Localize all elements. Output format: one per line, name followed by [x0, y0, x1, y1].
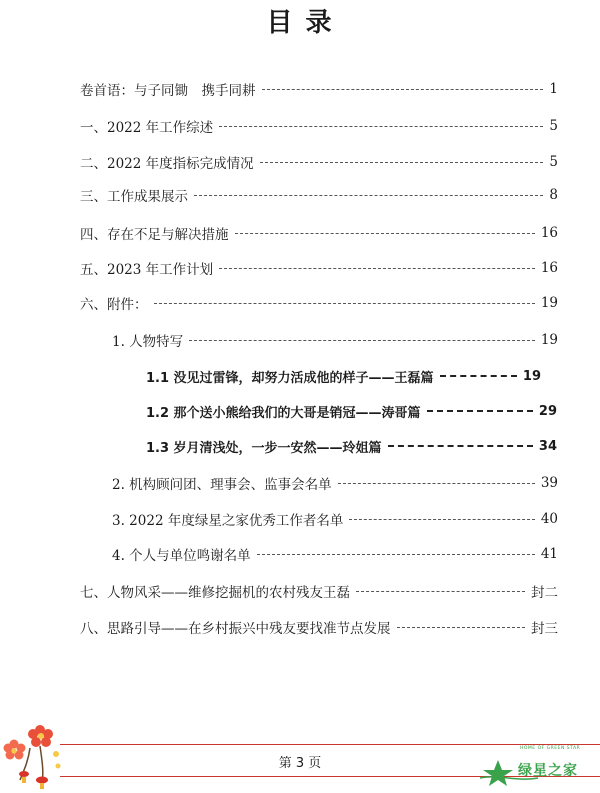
- toc-entry-label: 3. 2022 年度绿星之家优秀工作者名单: [112, 513, 344, 529]
- toc-entry-page: 8: [549, 187, 558, 203]
- logo-name: 绿星之家: [518, 763, 578, 779]
- toc-entry-label: 1.2 那个送小熊给我们的大哥是销冠——涛哥篇: [146, 405, 421, 421]
- toc-entry-page: 34: [538, 438, 557, 454]
- toc-entry-label: 1. 人物特写: [112, 334, 184, 350]
- page-number: 第 3 页: [278, 756, 322, 771]
- flower-decoration-icon: [0, 722, 70, 793]
- toc-entry-label: 1.3 岁月清浅处，一步一安然——玲姐篇: [146, 440, 382, 456]
- toc-entry-page: 19: [540, 332, 558, 348]
- toc-entry-3[interactable]: [80, 185, 558, 205]
- toc-entry-page: 封二: [531, 585, 558, 601]
- toc-entry-label: 一、2022 年工作综述: [80, 120, 214, 136]
- toc-entry-6-1-2[interactable]: [146, 401, 557, 421]
- toc-entry-6-1[interactable]: [112, 330, 558, 350]
- toc-entry-2[interactable]: [80, 152, 558, 172]
- toc-leader: [219, 268, 535, 269]
- toc-leader: [427, 410, 533, 412]
- toc-entry-label: 二、2022 年度指标完成情况: [80, 156, 254, 172]
- toc-leader: [189, 340, 535, 341]
- toc-entry-label: 1.1 没见过雷锋，却努力活成他的样子——王磊篇: [146, 370, 434, 386]
- toc-leader: [338, 483, 535, 484]
- toc-entry-6-2[interactable]: [112, 473, 558, 493]
- toc-entry-label: 三、工作成果展示: [80, 189, 188, 205]
- toc-entry-6-4[interactable]: [112, 544, 558, 564]
- toc-entry-page: 5: [549, 154, 558, 170]
- toc-leader: [349, 519, 534, 520]
- toc-leader: [262, 89, 544, 90]
- toc-entry-8[interactable]: [80, 617, 558, 637]
- toc-leader: [440, 375, 517, 377]
- toc-leader: [257, 554, 535, 555]
- toc-entry-4[interactable]: [80, 223, 558, 243]
- toc-entry-label: 2. 机构顾问团、理事会、监事会名单: [112, 477, 332, 493]
- toc-entry-label: 四、存在不足与解决措施: [80, 227, 229, 243]
- toc-entry-label: 八、思路引导——在乡村振兴中残友要找准节点发展: [80, 621, 391, 637]
- toc-entry-7[interactable]: [80, 581, 558, 601]
- toc-entry-page: 1: [549, 81, 558, 97]
- toc-entry-page: 16: [540, 225, 558, 241]
- toc-entry-page: 5: [549, 118, 558, 134]
- toc-leader: [388, 445, 533, 447]
- toc-leader: [397, 627, 526, 628]
- toc-leader: [260, 162, 544, 163]
- toc-entry-page: 41: [540, 546, 558, 562]
- toc-entry-label: 卷首语：与子同锄 携手同耕: [80, 83, 256, 99]
- toc-entry-5[interactable]: [80, 258, 558, 278]
- toc-leader: [194, 195, 543, 196]
- toc-entry-label: 七、人物风采——维修挖掘机的农村残友王磊: [80, 585, 350, 601]
- toc-entry-6-3[interactable]: [112, 509, 558, 529]
- toc-entry-label: 五、2023 年工作计划: [80, 262, 214, 278]
- toc-entry-page: 封三: [531, 621, 558, 637]
- toc-entry-6[interactable]: [80, 293, 558, 313]
- toc-entry-page: 19: [540, 295, 558, 311]
- toc-entry-page: 39: [540, 475, 558, 491]
- toc-entry-page: 29: [538, 403, 557, 419]
- logo-subtitle: HOME OF GREEN STAR: [520, 746, 581, 751]
- toc-entry-preface[interactable]: [80, 79, 558, 99]
- toc-entry-1[interactable]: [80, 116, 558, 136]
- toc-leader: [235, 233, 535, 234]
- toc-entry-label: 六、附件：: [80, 297, 148, 313]
- toc-entry-page: 40: [540, 511, 558, 527]
- toc-entry-6-1-1[interactable]: [146, 366, 541, 386]
- toc-leader: [219, 126, 543, 127]
- toc-entry-label: 4. 个人与单位鸣谢名单: [112, 548, 251, 564]
- toc-leader: [154, 303, 535, 304]
- page-title: 目 录: [266, 8, 334, 38]
- toc-entry-page: 16: [540, 260, 558, 276]
- toc-entry-6-1-3[interactable]: [146, 436, 557, 456]
- toc-leader: [356, 591, 525, 592]
- toc-entry-page: 19: [522, 368, 541, 384]
